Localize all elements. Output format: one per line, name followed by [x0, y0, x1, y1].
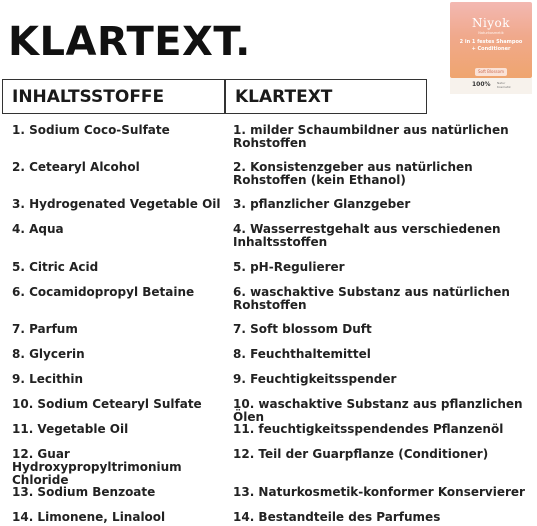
- header-ingredients: INHALTSSTOFFE: [12, 87, 165, 107]
- ingredient-cell: 12. Guar Hydroxypropyltrimonium Chloride: [12, 447, 182, 487]
- meaning-cell: 2. Konsistenzgeber aus natürlichen Rohstoffen (kein Ethanol): [233, 160, 473, 187]
- meaning-cell: 3. pflanzlicher Glanzgeber: [233, 197, 411, 211]
- ingredient-cell: 3. Hydrogenated Vegetable Oil: [12, 197, 221, 211]
- meaning-cell: 7. Soft blossom Duft: [233, 322, 372, 336]
- product-image: [450, 2, 532, 94]
- ingredient-cell: 5. Citric Acid: [12, 260, 99, 274]
- ingredient-cell: 8. Glycerin: [12, 347, 85, 361]
- meaning-cell: 12. Teil der Guarpflanze (Conditioner): [233, 447, 489, 461]
- meaning-cell: 10. waschaktive Substanz aus pflanzlichen Ölen: [233, 397, 523, 424]
- meaning-cell: 14. Bestandteile des Parfumes: [233, 510, 441, 524]
- meaning-cell: 5. pH-Regulierer: [233, 260, 345, 274]
- header-divider: [224, 80, 226, 113]
- product-natural-badge: 100%: [472, 81, 491, 88]
- ingredient-cell: 14. Limonene, Linalool: [12, 510, 166, 524]
- product-name-line1: 2 in 1 festes Shampoo: [459, 39, 523, 45]
- product-name-line2: + Conditioner: [471, 46, 511, 52]
- meaning-cell: 8. Feuchthaltemittel: [233, 347, 371, 361]
- ingredient-cell: 13. Sodium Benzoate: [12, 485, 156, 499]
- page-title: KLARTEXT.: [8, 19, 251, 65]
- table-header: [2, 79, 427, 114]
- product-brand: Niyok: [471, 16, 511, 30]
- ingredient-cell: 1. Sodium Coco-Sulfate: [12, 123, 170, 137]
- ingredient-cell: 11. Vegetable Oil: [12, 422, 129, 436]
- meaning-cell: 9. Feuchtigkeitsspender: [233, 372, 397, 386]
- meaning-cell: 11. feuchtigkeitsspendendes Pflanzenöl: [233, 422, 504, 436]
- meaning-cell: 4. Wasserrestgehalt aus verschiedenen Inhaltsstoffen: [233, 222, 501, 249]
- ingredient-cell: 9. Lecithin: [12, 372, 84, 386]
- header-klartext: KLARTEXT: [235, 87, 333, 107]
- ingredient-cell: 7. Parfum: [12, 322, 78, 336]
- meaning-cell: 6. waschaktive Substanz aus natürlichen Rohstoffen: [233, 285, 510, 312]
- ingredient-cell: 4. Aqua: [12, 222, 64, 236]
- product-box-bottom: [450, 78, 532, 94]
- ingredient-cell: 10. Sodium Cetearyl Sulfate: [12, 397, 202, 411]
- product-tagline: Naturkosmetik: [478, 31, 504, 35]
- meaning-cell: 13. Naturkosmetik-konformer Konservierer: [233, 485, 525, 499]
- meaning-cell: 1. milder Schaumbildner aus natürlichen Rohstoffen: [233, 123, 509, 150]
- product-natural-sub: Natur Kosmetik: [497, 81, 511, 89]
- product-scent-label: Soft Blossom: [475, 68, 507, 76]
- ingredient-cell: 2. Cetearyl Alcohol: [12, 160, 140, 174]
- ingredient-cell: 6. Cocamidopropyl Betaine: [12, 285, 195, 299]
